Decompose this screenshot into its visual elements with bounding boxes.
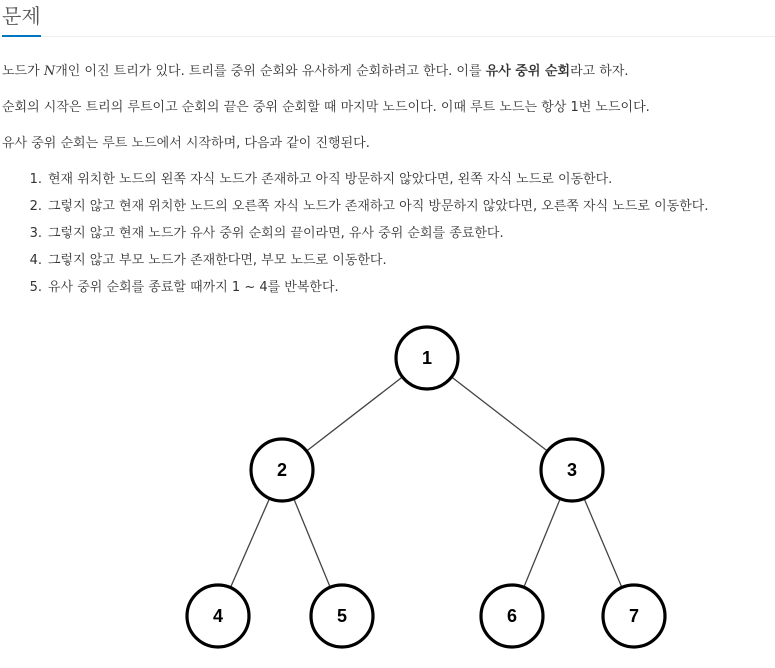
- list-item-text: 현재 위치한 노드의 왼쪽 자식 노드가 존재하고 아직 방문하지 않았다면, 왼쪽 자식 노드로 이동한다.: [48, 172, 613, 187]
- tree-node-2: [251, 439, 313, 501]
- tree-node-label: 6: [506, 606, 518, 626]
- tree-node-label: 2: [276, 460, 288, 480]
- tree-node-3: [541, 439, 603, 501]
- list-item-number: 5.: [29, 280, 42, 296]
- list-item-number: 1.: [29, 172, 42, 187]
- tree-node-label: 3: [566, 460, 578, 480]
- paragraph-2: 순회의 시작은 트리의 루트이고 순회의 끝은 중위 순회할 때 마지막 노드이다. 이때 루트 노드는 항상 1번 노드이다.: [2, 100, 650, 115]
- tree-node-label: 4: [212, 606, 224, 626]
- tree-node-label: 7: [628, 606, 640, 626]
- list-item-number: 2.: [29, 199, 42, 215]
- list-item-text: 그렇지 않고 현재 위치한 노드의 오른쪽 자식 노드가 존재하고 아직 방문하지 않았다면, 오른쪽 자식 노드로 이동한다.: [48, 199, 709, 215]
- tree-nodes: [187, 327, 665, 647]
- section-heading: 문제: [2, 2, 41, 37]
- paragraph-1-text-a: 노드가: [2, 64, 44, 79]
- tree-node-6: [481, 585, 543, 647]
- paragraph-1-text-c: 라고 하자.: [570, 64, 629, 79]
- list-item-number: 4.: [29, 253, 42, 269]
- paragraph-1-text-b: 개인 이진 트리가 있다. 트리를 중위 순회와 유사하게 순회하려고 한다. 이를: [55, 64, 486, 79]
- variable-n: N: [43, 64, 56, 79]
- tree-node-4: [187, 585, 249, 647]
- list-item-number: 3.: [29, 226, 42, 242]
- paragraph-3: 유사 중위 순회는 루트 노드에서 시작하며, 다음과 같이 진행된다.: [2, 136, 370, 151]
- tree-node-label: 5: [336, 606, 348, 626]
- tree-node-label: 1: [421, 348, 433, 368]
- tree-node-1: [396, 327, 458, 389]
- term-pseudo-inorder: 유사 중위 순회: [485, 64, 571, 79]
- list-item-text: 그렇지 않고 부모 노드가 존재한다면, 부모 노드로 이동한다.: [48, 253, 387, 269]
- tree-node-5: [311, 585, 373, 647]
- list-item-text: 유사 중위 순회를 종료할 때까지 1 ~ 4를 반복한다.: [48, 280, 339, 296]
- list-item-text: 그렇지 않고 현재 노드가 유사 중위 순회의 끝이라면, 유사 중위 순회를 종료한다.: [48, 226, 504, 242]
- tree-node-7: [603, 585, 665, 647]
